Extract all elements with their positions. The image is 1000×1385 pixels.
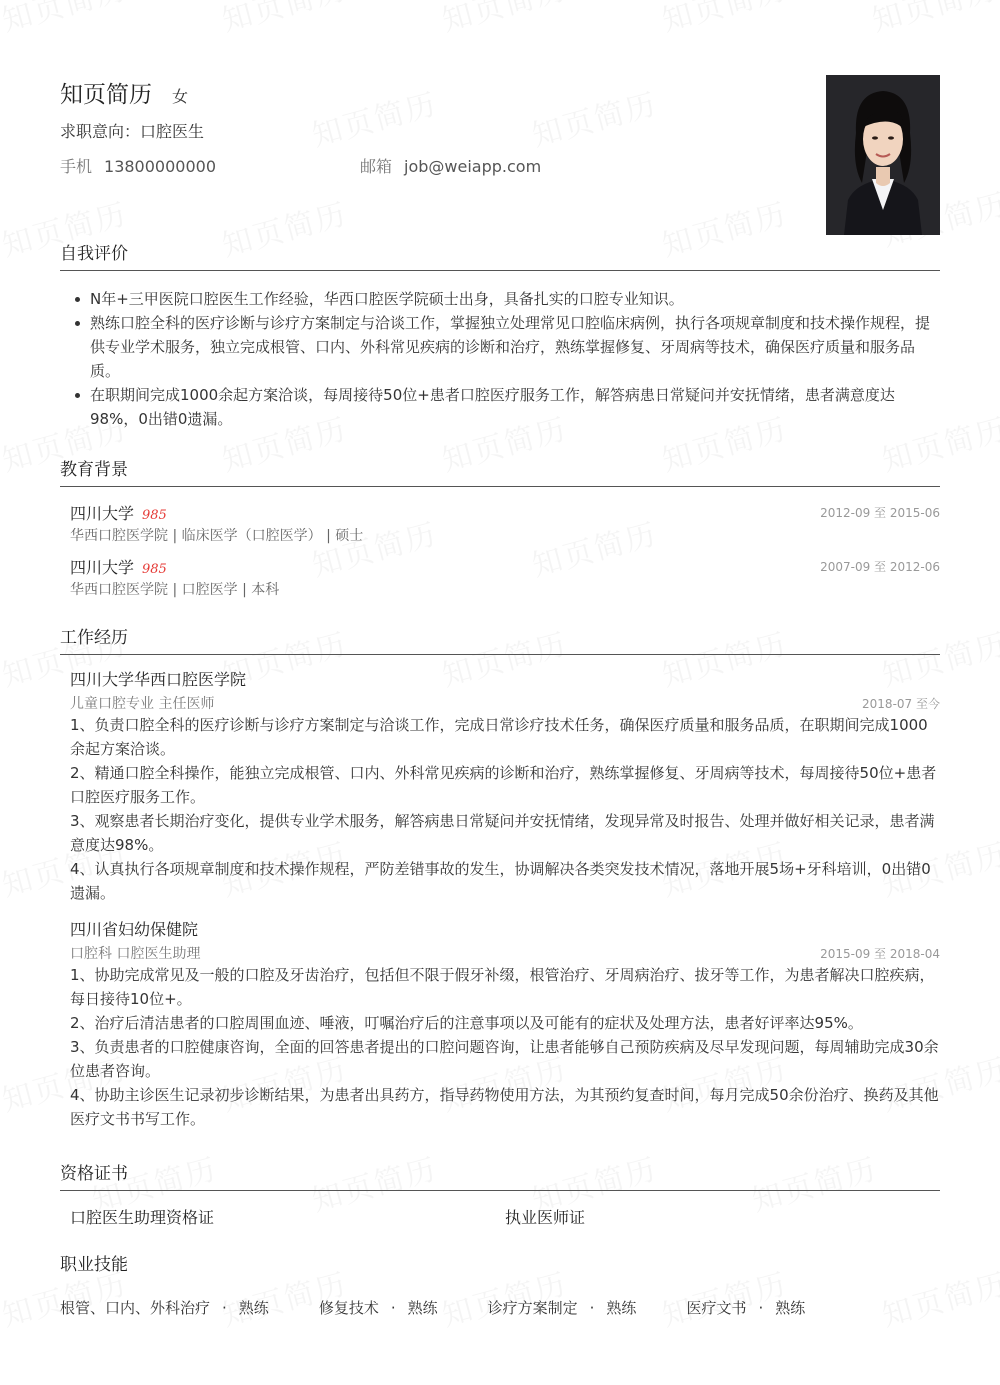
education-section [60,455,940,601]
certificate-item: 执业医师证 [505,1208,586,1227]
name-row [60,76,188,109]
job-duty: 2、精通口腔全科操作，能独立完成根管、口内、外科常见疾病的诊断和治疗，熟练掌握修复、牙周病等技术，每周接待50位+患者口腔医疗服务工作。 [70,764,937,806]
skill-name: 诊疗方案制定 [487,1299,578,1317]
skill-separator: · [390,1299,396,1317]
job-duty: 4、认真执行各项规章制度和技术操作规程，严防差错事故的发生，协调解决各类突发技术情况，落地开展5场+牙科培训，0出错0遗漏。 [70,860,931,902]
email-label: 邮箱 [360,157,393,176]
skill-separator: · [758,1299,764,1317]
section-title: 职业技能 [60,1255,128,1275]
self-evaluation-list [60,287,940,431]
candidate-name: 知页简历 [60,82,152,108]
section-title: 自我评价 [60,239,940,271]
skill-separator: · [589,1299,595,1317]
skill-name: 医疗文书 [686,1299,747,1317]
skill-name: 根管、口内、外科治疗 [60,1299,211,1317]
job-description [70,963,940,1131]
job-duty: 4、协助主诊医生记录初步诊断结果，为患者出具药方，指导药物使用方法，为其预约复查时间，每月完成50余份治疗、换药及其他医疗文书书写工作。 [70,1086,939,1128]
skills-section [60,1250,940,1318]
email-value: job@weiapp.com [404,157,542,176]
phone-contact [60,154,216,177]
skill-level: 熟练 [775,1299,806,1317]
skill-item [686,1297,805,1318]
education-detail: 华西口腔医学院 | 临床医学（口腔医学） | 硕士 [70,528,364,544]
job-item [60,667,940,905]
school-tag: 985 [142,507,167,523]
school-name: 四川大学 [70,503,135,523]
section-title: 资格证书 [60,1159,940,1191]
self-evaluation-section [60,239,940,431]
phone-label: 手机 [60,157,93,176]
certificates-section [60,1159,940,1228]
job-company: 四川大学华西口腔医学院 [70,670,247,689]
skill-item [60,1297,269,1318]
profile-photo [826,75,940,235]
job-duty: 1、负责口腔全科的医疗诊断与诊疗方案制定与洽谈工作，完成日常诊疗技术任务，确保医疗质量和服务品质，在职期间完成1000余起方案洽谈。 [70,716,928,758]
job-duty: 3、负责患者的口腔健康咨询，全面的回答患者提出的口腔问题咨询，让患者能够自己预防疾病及尽早发现问题，每周辅助完成30余位患者咨询。 [70,1038,939,1080]
job-duty: 2、治疗后清洁患者的口腔周围血迹、唾液，叮嘱治疗后的注意事项以及可能有的症状及处理方法，患者好评率达95%。 [70,1014,863,1032]
job-duty: 3、观察患者长期治疗变化，提供专业学术服务，解答病患日常疑问并安抚情绪，发现异常及时报告、处理并做好相关记录，患者满意度达98%。 [70,812,935,854]
job-company: 四川省妇幼保健院 [70,920,199,939]
skill-level: 熟练 [407,1299,438,1317]
job-role: 儿童口腔专业 主任医师 [70,696,215,712]
candidate-gender: 女 [172,87,189,106]
school-tag: 985 [142,561,167,577]
list-item: 在职期间完成1000余起方案洽谈，每周接待50位+患者口腔医疗服务工作，解答病患日常疑问并安抚情绪，患者满意度达98%，0出错0遗漏。 [72,383,940,431]
section-title: 工作经历 [60,623,940,655]
list-item: N年+三甲医院口腔医生工作经验，华西口腔医学院硕士出身，具备扎实的口腔专业知识。 [72,287,940,311]
school-name: 四川大学 [70,557,135,577]
list-item: 熟练口腔全科的医疗诊断与诊疗方案制定与洽谈工作，掌握独立处理常见口腔临床病例，执行各项规章制度和技术操作规程，提供专业学术服务，独立完成根管、口内、外科常见疾病的诊断和治疗，熟练掌握修复、牙周病等技术，确保医疗质量和服务品质。 [72,311,940,383]
section-title: 教育背景 [60,455,940,487]
skill-level: 熟练 [238,1299,269,1317]
job-intent: 求职意向：口腔医生 [60,122,205,141]
job-date: 2018-07 至今 [862,696,940,711]
education-item [60,553,940,601]
education-date: 2012-09 至 2015-06 [820,505,940,520]
job-description [70,713,940,905]
resume-header [60,0,940,235]
phone-value: 13800000000 [104,157,216,176]
skill-level: 熟练 [606,1299,637,1317]
skill-list [60,1297,940,1318]
skill-name: 修复技术 [318,1299,379,1317]
job-role: 口腔科 口腔医生助理 [70,946,201,962]
job-item [60,917,940,1131]
job-date: 2015-09 至 2018-04 [820,946,940,961]
email-contact [360,154,541,177]
job-duty: 1、协助完成常见及一般的口腔及牙齿治疗，包括但不限于假牙补缀，根管治疗、牙周病治疗、拔牙等工作，为患者解决口腔疾病，每日接待10位+。 [70,966,935,1008]
certificate-list [60,1205,940,1228]
education-item [60,499,940,547]
education-detail: 华西口腔医学院 | 口腔医学 | 本科 [70,582,280,598]
certificate-item: 口腔医生助理资格证 [70,1208,215,1227]
education-date: 2007-09 至 2012-06 [820,559,940,574]
work-section [60,623,940,1131]
profile-photo-illustration [826,75,940,235]
skill-separator: · [222,1299,227,1317]
skill-item [319,1297,438,1318]
skill-item [488,1297,637,1318]
